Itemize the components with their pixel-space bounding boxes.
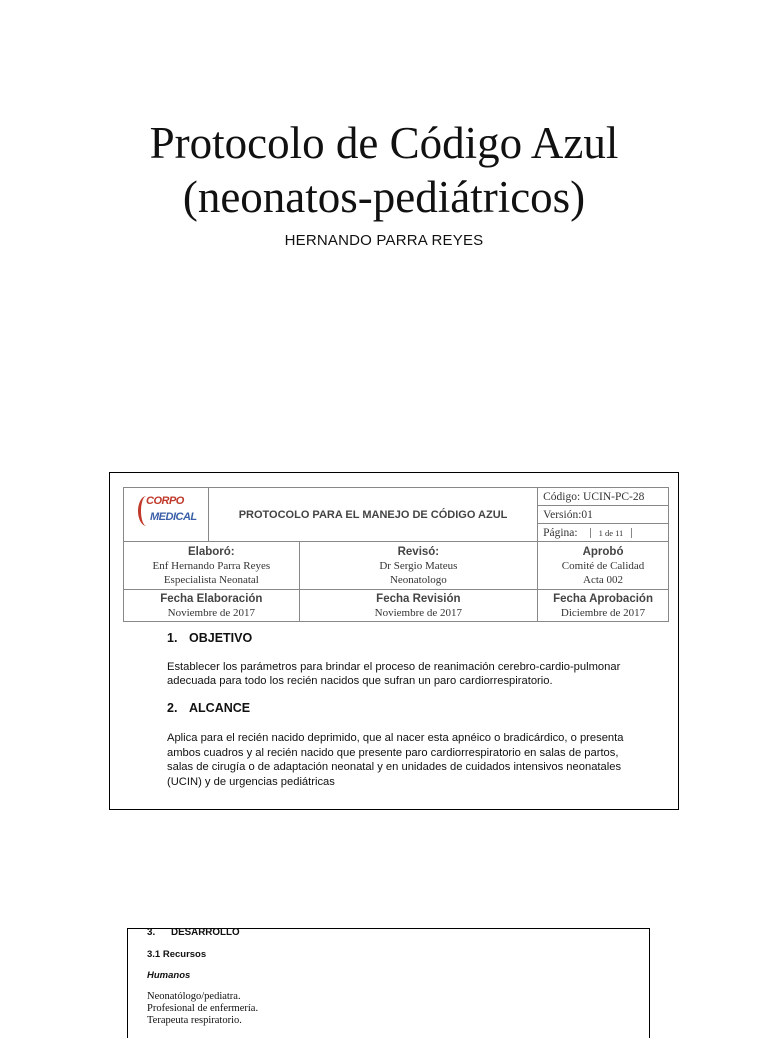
staff-item: Profesional de enfermería. — [147, 1003, 259, 1014]
aprobo-cell — [538, 542, 669, 590]
document-page — [538, 524, 669, 542]
logo-cell — [124, 488, 209, 542]
title-line-2: (neonatos-pediátricos) — [182, 172, 586, 222]
desarrollo-number: 3. — [147, 927, 156, 938]
alcance-text: Aplica para el recién nacido deprimido, que al nacer esta apnéico o bradicárdico, o presenta ambos cuadros y al recién nacido que presente paro cardiorrespiratorio en salas de partos, salas de cirugía o de adaptación neonatal y en unidades de cuidados intensivos neonatales (UCIN) y de urgencias pediátricas — [167, 732, 624, 788]
fecha-elaboracion-value: Noviembre de 2017 — [167, 606, 256, 619]
title-line-1: Protocolo de Código Azul — [149, 118, 619, 168]
corpo-medical-logo — [136, 492, 196, 532]
desarrollo-title: DESARROLLO — [171, 927, 240, 938]
desarrollo-heading — [147, 927, 627, 938]
document-code: Código: UCIN-PC-28 — [538, 488, 669, 506]
aprobo-heading: Aprobó — [582, 545, 624, 558]
fecha-elaboracion-heading: Fecha Elaboración — [160, 592, 263, 605]
protocol-header-table — [123, 487, 669, 622]
page-label: Página: — [543, 526, 578, 539]
logo-text-medical: MEDICAL — [150, 511, 197, 523]
elaboro-heading: Elaboró: — [188, 545, 235, 558]
fecha-aprobacion-heading: Fecha Aprobación — [553, 592, 653, 605]
staff-item: Terapeuta respiratorio. — [147, 1015, 242, 1026]
recursos-heading: 3.1 Recursos — [147, 949, 207, 960]
aprobo-name: Comité de Calidad — [561, 559, 645, 572]
reviso-heading: Revisó: — [397, 545, 440, 558]
fecha-elaboracion-cell — [124, 590, 300, 622]
reviso-name: Dr Sergio Mateus — [379, 559, 458, 572]
logo-text-corpo: CORPO — [146, 495, 184, 507]
elaboro-cell — [124, 542, 300, 590]
fecha-revision-value: Noviembre de 2017 — [374, 606, 463, 619]
elaboro-role: Especialista Neonatal — [163, 573, 259, 586]
protocol-title: PROTOCOLO PARA EL MANEJO DE CÓDIGO AZUL — [209, 488, 538, 542]
humanos-heading: Humanos — [147, 970, 191, 981]
alcance-title: ALCANCE — [189, 700, 251, 715]
alcance-heading — [167, 701, 637, 716]
fecha-aprobacion-cell — [538, 590, 669, 622]
objetivo-text: Establecer los parámetros para brindar el proceso de reanimación cerebro-cardio-pulmonar adecuada para todo los recién nacidos que sufran un paro cardiorrespiratorio. — [167, 660, 621, 687]
desarrollo-body — [147, 927, 627, 1027]
protocol-body — [167, 631, 637, 789]
author-name: HERNANDO PARRA REYES — [284, 232, 484, 249]
staff-list — [147, 991, 627, 1027]
staff-item: Neonatólogo/pediatra. — [147, 991, 241, 1002]
aprobo-role: Acta 002 — [583, 573, 624, 586]
objetivo-title: OBJETIVO — [189, 631, 253, 645]
fecha-aprobacion-value: Diciembre de 2017 — [560, 606, 646, 619]
fecha-revision-heading: Fecha Revisión — [376, 592, 461, 605]
page-value: 1 de 11 — [590, 528, 633, 538]
desarrollo-page-snapshot — [127, 928, 650, 1038]
protocol-page-snapshot — [109, 472, 679, 810]
reviso-cell — [299, 542, 537, 590]
elaboro-name: Enf Hernando Parra Reyes — [152, 559, 271, 572]
objetivo-heading — [167, 631, 637, 646]
fecha-revision-cell — [299, 590, 537, 622]
alcance-number: 2. — [167, 700, 178, 715]
document-version: Versión:01 — [538, 506, 669, 524]
reviso-role: Neonatologo — [389, 573, 447, 586]
objetivo-number: 1. — [167, 631, 178, 645]
document-title — [0, 116, 768, 224]
